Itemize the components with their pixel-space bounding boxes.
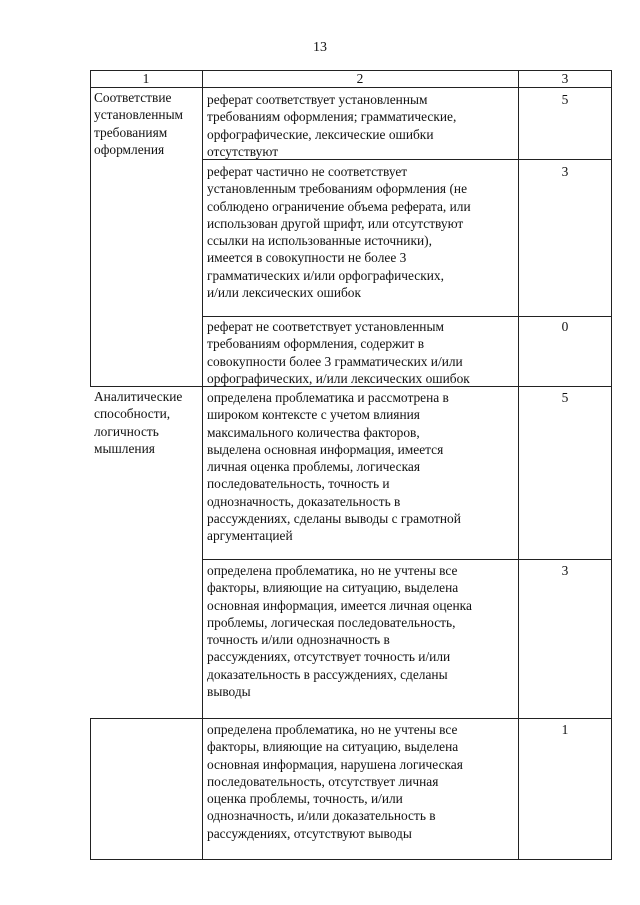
criterion-name: Аналитические способности, логичность мышления	[94, 389, 183, 456]
level-description: определена проблематика и рассмотрена в широком контексте с учетом влияния максимального количества факторов, выделена основная информация, имеется личная оценка проблемы, логическая последовательность, точность и однозначность, доказательность в рассуждениях, сделаны выводы с грамотной аргументацией	[207, 390, 461, 544]
level-score: 1	[561, 722, 569, 737]
column-divider-1	[202, 70, 203, 860]
header-col-1: 1	[142, 71, 150, 86]
header-col-3: 3	[561, 71, 569, 86]
level-score: 5	[561, 390, 569, 405]
level-description: реферат частично не соответствует установленным требованиям оформления (не соблюдено ограничение объема реферата, или использован другой шрифт, или отсутствуют ссылки на использованные источники), имеется в совокупности не более 3 грамматических и/или орфографических, и/или лексических ошибок	[207, 164, 471, 301]
table-border-left-lower	[90, 718, 91, 860]
level-score: 0	[561, 319, 569, 334]
level-description: реферат соответствует установленным требованиям оформления; грамматические, орфографические, лексические ошибки отсутствуют	[207, 92, 457, 159]
page-number: 13	[313, 40, 327, 55]
table-border-left	[90, 70, 91, 386]
row-divider	[90, 718, 612, 719]
level-description: определена проблематика, но не учтены все факторы, влияющие на ситуацию, выделена основная информация, нарушена логическая последовательность, отсутствует личная оценка проблемы, точность, и/или однозначность, и/или доказательность в рассуждениях, отсутствуют выводы	[207, 722, 463, 841]
level-score: 3	[561, 164, 569, 179]
level-score: 3	[561, 563, 569, 578]
criteria-table	[90, 70, 612, 860]
criterion-name: Соответствие установленным требованиям оформления	[94, 90, 184, 157]
table-border-right	[611, 70, 612, 860]
table-border-bottom	[90, 859, 612, 860]
row-divider	[202, 559, 612, 560]
level-score: 5	[561, 92, 569, 107]
header-col-2: 2	[356, 71, 364, 86]
level-description: реферат не соответствует установленным требованиям оформления, содержит в совокупности более 3 грамматических и/или орфографических, и/или лексических ошибок	[207, 319, 470, 386]
level-description: определена проблематика, но не учтены все факторы, влияющие на ситуацию, выделена основная информация, имеется личная оценка проблемы, логическая последовательность, точность и/или однозначность в рассуждениях, отсутствует точность и/или доказательность в рассуждениях, сделаны выводы	[207, 563, 472, 700]
